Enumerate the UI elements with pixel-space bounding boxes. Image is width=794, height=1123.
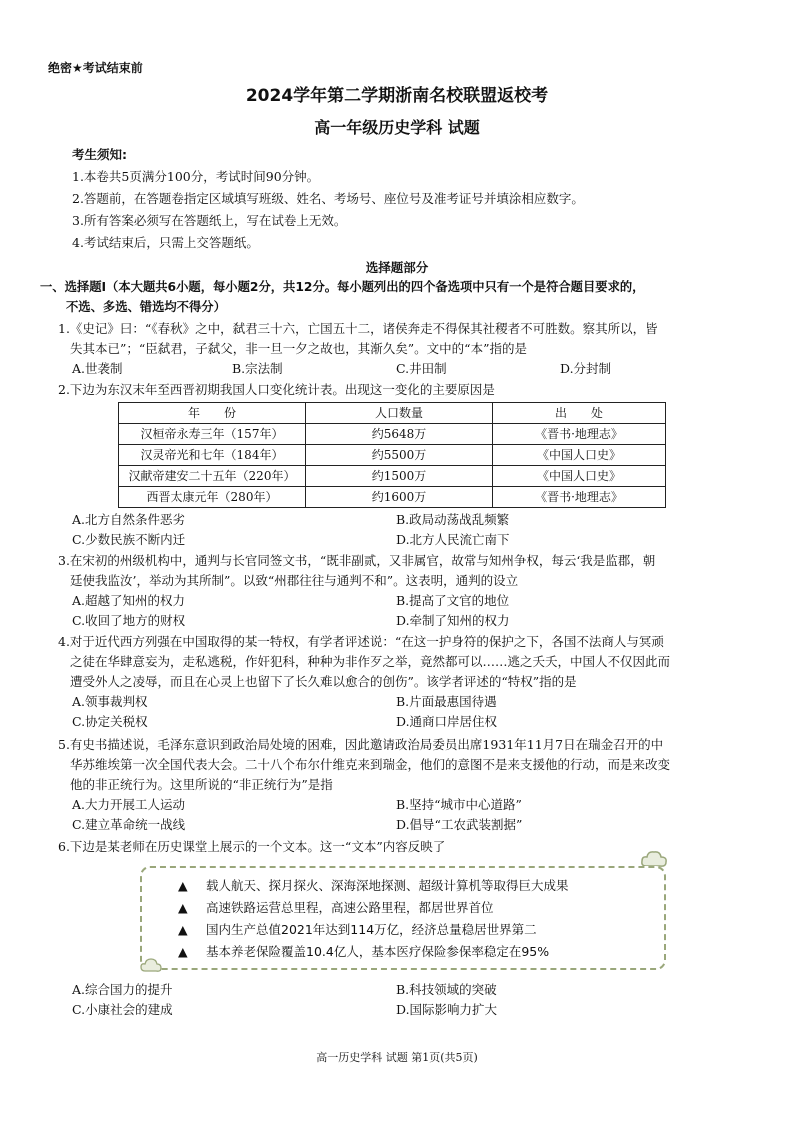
stem-line: 华苏维埃第一次全国代表大会。二十八个布尔什维克来到瑞金，他们的意图不是来支援他的行动，而是来改变: [70, 757, 671, 772]
text-excerpt-box: [140, 866, 666, 970]
table-row: [119, 466, 666, 487]
question-2: [58, 380, 758, 400]
option-c[interactable]: C.建立革命统一战线: [72, 817, 186, 832]
option-c[interactable]: C.井田制: [396, 361, 447, 376]
section-heading: [40, 277, 770, 317]
section-heading-line: 不选、多选、错选均不得分）: [66, 300, 226, 314]
stem-line: 他的非正统行为。这里所说的“非正统行为”是指: [70, 777, 333, 792]
question-1: [58, 319, 758, 379]
stem-line: 3.在宋初的州级机构中，通判与长官同签文书，“既非副贰，又非属官，故常与知州争权，每云‘我是监郡，朝: [58, 553, 656, 568]
question-5: [58, 735, 758, 835]
instructions: [72, 144, 752, 254]
stem-line: 廷使我监汝’，举动为其所制”。以致“州郡往往与通判不和”。这表明，通判的设立: [70, 573, 519, 588]
option-d[interactable]: D.国际影响力扩大: [396, 1002, 498, 1017]
option-a[interactable]: A.超越了知州的权力: [72, 593, 186, 608]
excerpt-item: [178, 942, 549, 962]
table-cell: 《中国人口史》: [493, 466, 666, 487]
cloud-decoration-icon: [140, 956, 162, 974]
column-header: 年 份: [119, 403, 306, 424]
option-d[interactable]: D.北方人民流亡南下: [396, 532, 510, 547]
question-2-options: [58, 510, 758, 550]
table-cell: 汉灵帝光和七年（184年）: [119, 445, 306, 466]
question-6-options: [58, 980, 758, 1020]
options-row: [58, 359, 758, 379]
question-stem: [58, 551, 758, 591]
option-b[interactable]: B.片面最惠国待遇: [396, 694, 497, 709]
part-title: 选择题部分: [365, 260, 429, 275]
table-cell: 约5648万: [306, 424, 493, 445]
option-d[interactable]: D.倡导“工农武装割据”: [396, 817, 523, 832]
population-table: [118, 402, 666, 508]
exam-title: 2024学年第二学期浙南名校联盟返校考: [245, 86, 549, 106]
table-cell: 约5500万: [306, 445, 493, 466]
options-row: [58, 980, 758, 1000]
option-b[interactable]: B.提高了文官的地位: [396, 593, 510, 608]
option-c[interactable]: C.少数民族不断内迁: [72, 532, 186, 547]
option-c[interactable]: C.小康社会的建成: [72, 1002, 173, 1017]
stem-line: 5.有史书描述说，毛泽东意识到政治局处境的困难，因此邀请政治局委员出席1931年11月7日在瑞金召开的中: [58, 737, 664, 752]
table-cell: 约1500万: [306, 466, 493, 487]
option-b[interactable]: B.政局动荡战乱频繁: [396, 512, 510, 527]
option-a[interactable]: A.领事裁判权: [72, 694, 148, 709]
table-row: [119, 487, 666, 508]
excerpt-text: 载人航天、探月探火、深海深地探测、超级计算机等取得巨大成果: [206, 878, 569, 893]
excerpt-text: 基本养老保险覆盖10.4亿人，基本医疗保险参保率稳定在95%: [206, 944, 550, 959]
table-row: [119, 445, 666, 466]
instruction-item: 4.考试结束后，只需上交答题纸。: [72, 235, 259, 250]
option-d[interactable]: D.牵制了知州的权力: [396, 613, 510, 628]
table-cell: 《晋书·地理志》: [493, 424, 666, 445]
options-row: [58, 815, 758, 835]
option-b[interactable]: B.坚持“城市中心道路”: [396, 797, 522, 812]
instructions-heading: 考生须知:: [72, 147, 127, 162]
options-row: [58, 510, 758, 530]
triangle-bullet-icon: ▲: [178, 922, 188, 937]
table-cell: 西晋太康元年（280年）: [119, 487, 306, 508]
options-row: [58, 1000, 758, 1020]
option-a[interactable]: A.大力开展工人运动: [72, 797, 186, 812]
option-a[interactable]: A.北方自然条件恶劣: [72, 512, 186, 527]
stem-line: 之徒在华肆意妄为，走私逃税，作奸犯科，种种为非作歹之举，竟然都可以……逃之夭夭，中国人不仅因此而: [70, 654, 671, 669]
question-stem: [58, 380, 758, 400]
instruction-item: 1.本卷共5页满分100分，考试时间90分钟。: [72, 169, 320, 184]
table-cell: 汉献帝建安二十五年（220年）: [119, 466, 306, 487]
stem-line: 1.《史记》曰：“《春秋》之中，弑君三十六，亡国五十二，诸侯奔走不得保其社稷者不可胜数。察其所以，皆: [58, 321, 658, 336]
excerpt-text: 国内生产总值2021年达到114万亿，经济总量稳居世界第二: [206, 922, 537, 937]
stem-line: 2.下边为东汉末年至西晋初期我国人口变化统计表。出现这一变化的主要原因是: [58, 382, 495, 397]
triangle-bullet-icon: ▲: [178, 878, 188, 893]
option-c[interactable]: C.收回了地方的财权: [72, 613, 186, 628]
section-heading-line: 一、选择题Ⅰ（本大题共6小题，每小题2分，共12分。每小题列出的四个备选项中只有一个是符合题目要求的，: [40, 280, 645, 294]
options-row: [58, 591, 758, 611]
stem-line: 失其本已”；“臣弑君，子弑父，非一旦一夕之故也，其渐久矣”。文中的“本”指的是: [70, 341, 527, 356]
options-row: [58, 611, 758, 631]
option-d[interactable]: D.分封制: [560, 361, 612, 376]
stem-line: 遭受外人之凌辱，而且在心灵上也留下了长久难以愈合的创伤”。该学者评述的“特权”指的是: [70, 674, 577, 689]
options-row: [58, 692, 758, 712]
question-3: [58, 551, 758, 631]
table-header-row: [119, 403, 666, 424]
exam-subtitle: 高一年级历史学科 试题: [314, 118, 480, 137]
instruction-item: 2.答题前，在答题卷指定区域填写班级、姓名、考场号、座位号及准考证号并填涂相应数字。: [72, 191, 584, 206]
table-cell: 约1600万: [306, 487, 493, 508]
table-cell: 《晋书·地理志》: [493, 487, 666, 508]
triangle-bullet-icon: ▲: [178, 944, 188, 959]
excerpt-text: 高速铁路运营总里程，高速公路里程，都居世界首位: [206, 900, 494, 915]
table-cell: 《中国人口史》: [493, 445, 666, 466]
question-4: [58, 632, 758, 732]
option-b[interactable]: B.科技领域的突破: [396, 982, 497, 997]
confidential-label: 绝密★考试结束前: [48, 61, 143, 75]
table-row: [119, 424, 666, 445]
triangle-bullet-icon: ▲: [178, 900, 188, 915]
excerpt-item: [178, 898, 494, 918]
question-stem: [58, 319, 758, 359]
page-footer: 高一历史学科 试题 第1页(共5页): [316, 1051, 478, 1064]
question-stem: [58, 632, 758, 692]
column-header: 人口数量: [306, 403, 493, 424]
options-row: [58, 530, 758, 550]
option-a[interactable]: A.综合国力的提升: [72, 982, 173, 997]
stem-line: 4.对于近代西方列强在中国取得的某一特权，有学者评述说：“在这一护身符的保护之下，各国不法商人与冥顽: [58, 634, 664, 649]
instruction-item: 3.所有答案必须写在答题纸上，写在试卷上无效。: [72, 213, 347, 228]
question-stem: [58, 735, 758, 795]
table-cell: 汉桓帝永寿三年（157年）: [119, 424, 306, 445]
excerpt-item: [178, 876, 569, 896]
stem-line: 6.下边是某老师在历史课堂上展示的一个文本。这一“文本”内容反映了: [58, 839, 446, 854]
options-row: [58, 712, 758, 732]
excerpt-item: [178, 920, 537, 940]
column-header: 出 处: [493, 403, 666, 424]
option-c[interactable]: C.协定关税权: [72, 714, 148, 729]
option-b[interactable]: B.宗法制: [232, 361, 283, 376]
options-row: [58, 795, 758, 815]
option-d[interactable]: D.通商口岸居住权: [396, 714, 498, 729]
option-a[interactable]: A.世袭制: [72, 361, 123, 376]
